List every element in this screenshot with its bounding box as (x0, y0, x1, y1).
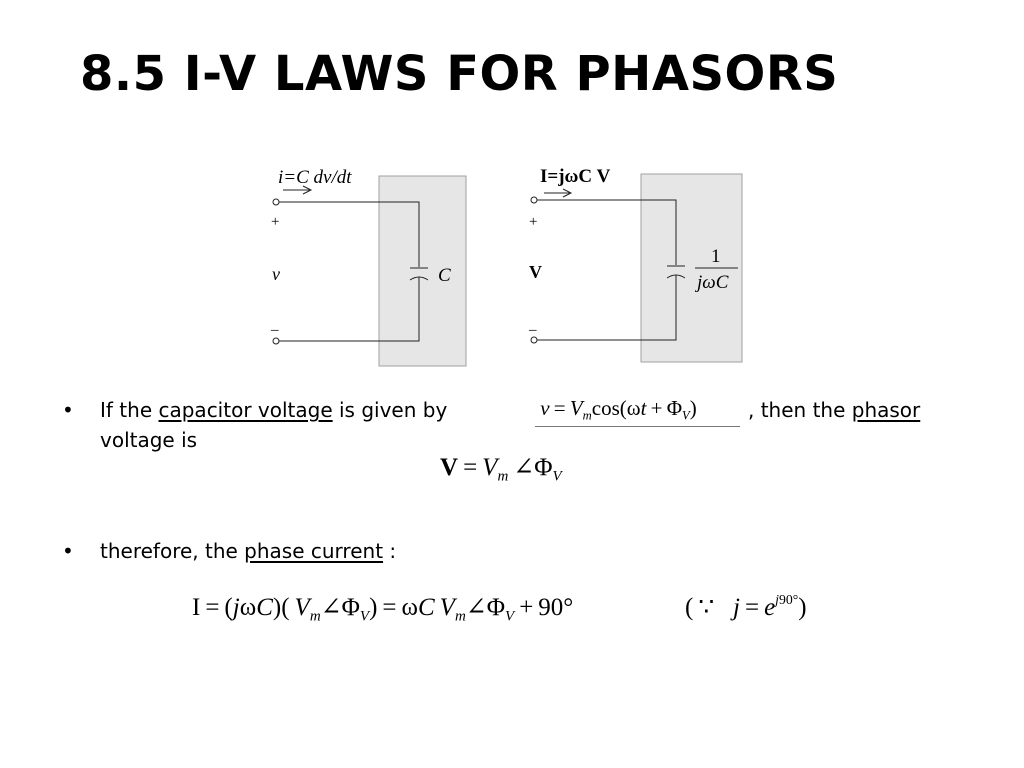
page-title: 8.5 I-V LAWS FOR PHASORS (80, 46, 839, 102)
terminal-top (531, 197, 537, 203)
terminal-bottom (273, 338, 279, 344)
voltage-label: v (272, 264, 280, 284)
bullet-dot: • (62, 539, 74, 563)
impedance-numerator: 1 (711, 246, 721, 267)
capacitor-label: C (438, 265, 451, 286)
bullet-text-line2: voltage is (100, 428, 198, 452)
phasor-current-label: I=jωC V (540, 166, 611, 187)
equation-phase-current: I = (jωC)( $V_m\angle\Phi_V) = \omega C$ $V_m\angle\Phi_V + 90^\circ$ (192, 594, 574, 625)
phasor-circuit (528, 166, 742, 362)
time-domain-circuit (270, 167, 466, 366)
impedance-denominator: jωC (697, 272, 729, 293)
equation-time-voltage: $v = V_m\cos(\omega t + \Phi_V)$ (535, 396, 740, 427)
capacitor-box (379, 176, 466, 366)
bullet-text: therefore, the phase current : (100, 539, 397, 563)
phasor-voltage-label: V (529, 262, 542, 282)
capacitor-voltage-term: capacitor voltage (158, 398, 333, 422)
current-label: i=C dv/dt (278, 167, 352, 188)
bullet-text-tail: , then the phasor (748, 398, 921, 422)
bullet-text: If the capacitor voltage is given by (100, 398, 448, 422)
terminal-top (273, 199, 279, 205)
equation-phasor-voltage: $V = V_m$ $\angle\Phi_V$ (440, 454, 562, 485)
phasor-term: phasor (851, 398, 921, 422)
bullet-dot: • (62, 398, 74, 422)
minus-sign: – (271, 322, 279, 338)
plus-sign: + (271, 214, 280, 230)
phase-current-term: phase current (244, 539, 384, 563)
plus-sign: + (529, 214, 538, 230)
equation-j-identity: ( ∵ $j = e^{j90^\circ}$) (685, 592, 807, 621)
minus-sign: – (529, 322, 537, 338)
